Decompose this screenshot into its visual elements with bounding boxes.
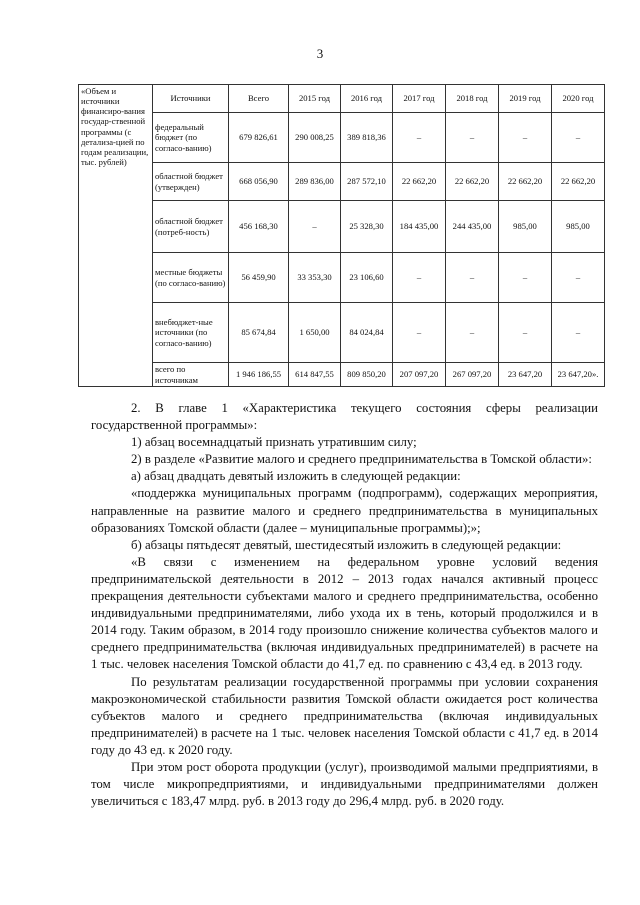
table-cell: 23 106,60 bbox=[341, 253, 393, 303]
table-cell: 679 826,61 bbox=[229, 113, 289, 163]
table-cell: 22 662,20 bbox=[499, 163, 552, 201]
table-cell: 22 662,20 bbox=[552, 163, 605, 201]
paragraph: 1) абзац восемнадцатый признать утратившим силу; bbox=[131, 435, 417, 450]
table-cell: – bbox=[393, 303, 446, 363]
table-cell: – bbox=[499, 303, 552, 363]
table-cell: 207 097,20 bbox=[393, 363, 446, 387]
table-cell: – bbox=[446, 253, 499, 303]
table-cell: 809 850,20 bbox=[341, 363, 393, 387]
paragraph: «В связи с изменением на федеральном уровне условий ведения предпринимательской деятельности в 2012 – 2013 годах начался активный процесс прекращения деятельности субъектами малого и среднего предпринимательства, особенно индивидуальными предпринимателями, либо ухода их в тень, который продолжился и в 2014 году. Таким образом, в 2014 году произошло снижение количества субъектов малого и среднего предпринимательства (включая индивидуальных предпринимателей) в расчете на 1 тыс. человек населения Томской области до 41,7 ед. по сравнению с 43,4 ед. в 2013 году. bbox=[91, 554, 598, 672]
table-cell: 56 459,90 bbox=[229, 253, 289, 303]
table-cell: – bbox=[552, 113, 605, 163]
table-cell: – bbox=[552, 253, 605, 303]
table-cell: 22 662,20 bbox=[446, 163, 499, 201]
table-cell: – bbox=[393, 253, 446, 303]
table-source-cell: всего по источникам bbox=[153, 363, 229, 387]
table-header-cell: 2017 год bbox=[393, 85, 446, 113]
table-source-cell: местные бюджеты (по согласо-ванию) bbox=[153, 253, 229, 303]
table-row bbox=[79, 303, 605, 363]
table-cell: – bbox=[499, 253, 552, 303]
table-header-cell: 2018 год bbox=[446, 85, 499, 113]
table-header-cell: 2015 год bbox=[289, 85, 341, 113]
paragraph: При этом рост оборота продукции (услуг), производимой малыми предприятиями, в том числе микропредприятиями, и индивидуальными предпринимателями должен увеличиться с 183,47 млрд. руб. в 2013 году до 296,4 млрд. руб. в 2020 году. bbox=[91, 759, 598, 809]
table-cell: – bbox=[393, 113, 446, 163]
table-source-cell: федеральный бюджет (по согласо-ванию) bbox=[153, 113, 229, 163]
table-row bbox=[79, 113, 605, 163]
table-cell: 614 847,55 bbox=[289, 363, 341, 387]
table-cell: 1 650,00 bbox=[289, 303, 341, 363]
paragraph: 2. В главе 1 «Характеристика текущего состояния сферы реализации государственной программы»: bbox=[91, 401, 598, 433]
financing-table bbox=[78, 84, 605, 387]
table-cell: 23 647,20 bbox=[499, 363, 552, 387]
table-cell: 23 647,20». bbox=[552, 363, 605, 387]
table-cell: 33 353,30 bbox=[289, 253, 341, 303]
paragraph: По результатам реализации государственной программы при условии сохранения макроэкономической стабильности развития Томской области ожидается рост количества субъектов малого и среднего предпринимательства (включая индивидуальных предпринимателей) в расчете на 1 тыс. человек населения Томской области с 41,7 ед. в 2014 году до 43 ед. к 2020 году. bbox=[91, 674, 598, 757]
table-cell: 668 056,90 bbox=[229, 163, 289, 201]
table-header-cell: Источники bbox=[153, 85, 229, 113]
table-source-cell: внебюджет-ные источники (по согласо-ванию) bbox=[153, 303, 229, 363]
table-first-cell: «Объем и источники финансиро-вания государ-ственной программы (с детализа-цией по годам реализации, тыс. рублей) bbox=[79, 85, 153, 387]
page-number: 3 bbox=[316, 46, 324, 61]
table-cell: 985,00 bbox=[499, 201, 552, 253]
table-cell: 289 836,00 bbox=[289, 163, 341, 201]
table-header-cell: 2019 год bbox=[499, 85, 552, 113]
paragraph: б) абзацы пятьдесят девятый, шестидесятый изложить в следующей редакции: bbox=[131, 537, 562, 552]
paragraph: 2) в разделе «Развитие малого и среднего предпринимательства в Томской области»: bbox=[131, 452, 592, 467]
body-text bbox=[91, 400, 598, 810]
table-cell: – bbox=[446, 303, 499, 363]
table-cell: 1 946 186,55 bbox=[229, 363, 289, 387]
table-cell: – bbox=[446, 113, 499, 163]
table-cell: 456 168,30 bbox=[229, 201, 289, 253]
table-header-cell: Всего bbox=[229, 85, 289, 113]
table-cell: 85 674,84 bbox=[229, 303, 289, 363]
table-row bbox=[79, 163, 605, 201]
table-cell: 290 008,25 bbox=[289, 113, 341, 163]
table-cell: 267 097,20 bbox=[446, 363, 499, 387]
table-cell: 389 818,36 bbox=[341, 113, 393, 163]
table-header-cell: 2016 год bbox=[341, 85, 393, 113]
paragraph: «поддержка муниципальных программ (подпрограмм), содержащих мероприятия, направленные на развитие малого и среднего предпринимательства в муниципальных образованиях Томской области (далее – муниципальные программы);»; bbox=[91, 486, 598, 535]
table-cell: 244 435,00 bbox=[446, 201, 499, 253]
table-source-cell: областной бюджет (потреб-ность) bbox=[153, 201, 229, 253]
paragraph: а) абзац двадцать девятый изложить в следующей редакции: bbox=[131, 469, 461, 484]
table-cell: – bbox=[499, 113, 552, 163]
table-cell: 287 572,10 bbox=[341, 163, 393, 201]
table-cell: 25 328,30 bbox=[341, 201, 393, 253]
table-row bbox=[79, 253, 605, 303]
table-header-cell: 2020 год bbox=[552, 85, 605, 113]
table-cell: 985,00 bbox=[552, 201, 605, 253]
table-cell: – bbox=[552, 303, 605, 363]
table-row bbox=[79, 201, 605, 253]
table-total-row bbox=[79, 363, 605, 387]
table-cell: – bbox=[289, 201, 341, 253]
table-cell: 184 435,00 bbox=[393, 201, 446, 253]
table-header-row bbox=[79, 85, 605, 113]
table-source-cell: областной бюджет (утвержден) bbox=[153, 163, 229, 201]
table-cell: 84 024,84 bbox=[341, 303, 393, 363]
table-cell: 22 662,20 bbox=[393, 163, 446, 201]
